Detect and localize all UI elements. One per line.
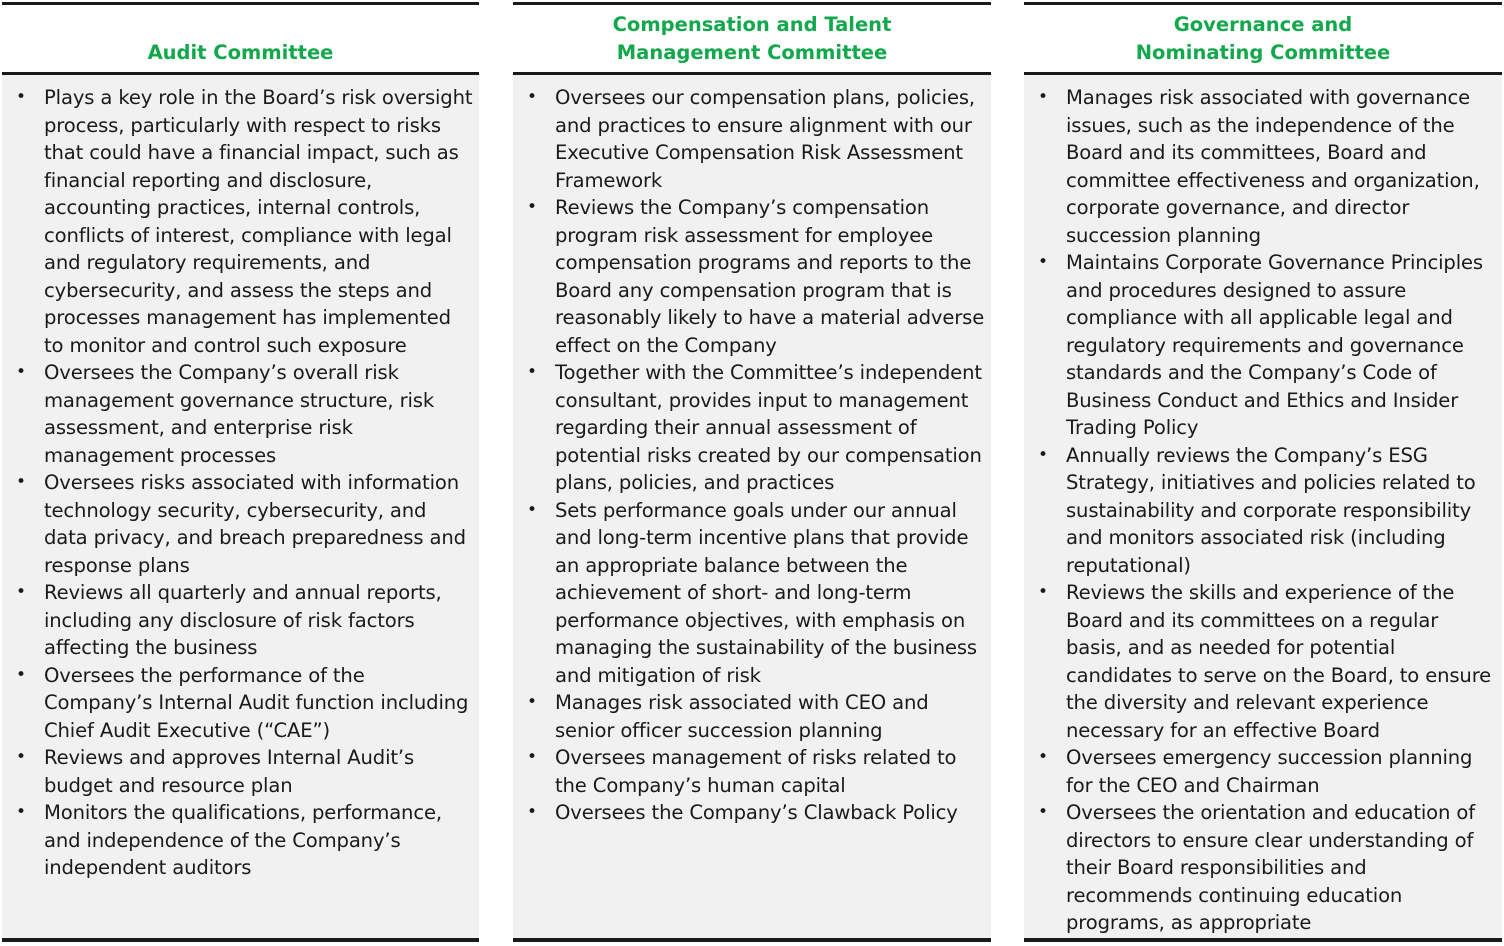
list-item-text: Reviews and approves Internal Audit’s budget and resource plan (44, 746, 415, 797)
bullet-icon: • (527, 692, 537, 712)
bullet-icon: • (16, 802, 26, 822)
audit-committee-body (2, 75, 479, 938)
list-item (513, 84, 991, 194)
bullet-icon: • (527, 802, 537, 822)
list-item-text: Oversees the Company’s overall risk management governance structure, risk assessment, and enterprise risk management processes (44, 361, 435, 467)
list-item-text: Manages risk associated with CEO and senior officer succession planning (555, 691, 929, 742)
list-item (1024, 84, 1502, 249)
audit-committee-header (2, 5, 479, 75)
list-item-text: Oversees our compensation plans, policies, and practices to ensure alignment with our Executive Compensation Risk Assessment Framework (555, 86, 975, 192)
governance-committee-title: Governance and Nominating Committee (1135, 13, 1391, 64)
list-item-text: Oversees the orientation and education of directors to ensure clear understanding of their Board responsibilities and recommends continuing education programs, as appropriate (1066, 801, 1475, 934)
bullet-icon: • (16, 362, 26, 382)
bullet-icon: • (16, 664, 26, 685)
list-item (1024, 744, 1502, 799)
bullet-icon: • (1038, 747, 1048, 767)
list-item-text: Maintains Corporate Governance Principles and procedures designed to assure compliance with all applicable legal and regulatory requirements and governance standards and the Company’s Code of Business Conduct and Ethics and Insider Trading Policy (1066, 251, 1483, 439)
list-item-text: Reviews the Company’s compensation program risk assessment for employee compensation programs and reports to the Board any compensation program that is reasonably likely to have a material adverse effect on the Company (555, 196, 985, 357)
list-item-text: Plays a key role in the Board’s risk oversight process, particularly with respect to risks that could have a financial impact, such as financial reporting and disclosure, accounting practices, internal controls, conflicts of interest, compliance with legal and regulatory requirements, and cybersecurity, and assess the steps and processes management has implemented to monitor and control such exposure (44, 86, 473, 357)
compensation-committee-column (513, 2, 991, 942)
governance-committee-body (1024, 75, 1502, 938)
list-item-text: Reviews all quarterly and annual reports, including any disclosure of risk factors affecting the business (44, 581, 442, 659)
bullet-icon: • (527, 499, 537, 520)
audit-committee-column (2, 2, 479, 942)
list-item (2, 359, 479, 469)
list-item (1024, 249, 1502, 442)
compensation-committee-title: Compensation and Talent Management Committee (612, 13, 892, 64)
list-item (513, 799, 991, 827)
list-item (513, 194, 991, 359)
bullet-icon: • (1038, 87, 1048, 107)
list-item-text: Oversees emergency succession planning for the CEO and Chairman (1066, 746, 1473, 797)
compensation-committee-body (513, 75, 991, 938)
bullet-icon: • (527, 87, 537, 107)
list-item-text: Oversees risks associated with information technology security, cybersecurity, and data privacy, and breach preparedness and response plans (44, 471, 466, 577)
list-item-text: Oversees the Company’s Clawback Policy (555, 801, 958, 824)
list-item-text: Oversees management of risks related to the Company’s human capital (555, 746, 957, 797)
list-item-text: Together with the Committee’s independent consultant, provides input to management regarding their annual assessment of potential risks created by our compensation plans, policies, and practices (555, 361, 982, 494)
bullet-icon: • (527, 362, 537, 382)
audit-committee-title: Audit Committee (147, 41, 334, 64)
governance-committee-header (1024, 5, 1502, 75)
list-item (513, 497, 991, 690)
list-item-text: Reviews the skills and experience of the Board and its committees on a regular basis, and as needed for potential candidates to serve on the Board, to ensure the diversity and relevant experience necessary for an effective Board (1066, 581, 1492, 742)
list-item (1024, 799, 1502, 937)
bullet-icon: • (1038, 252, 1048, 272)
bullet-icon: • (527, 197, 537, 217)
list-item (2, 84, 479, 359)
bullet-icon: • (16, 472, 26, 492)
list-item (2, 662, 479, 745)
list-item (1024, 579, 1502, 744)
bullet-icon: • (16, 582, 26, 602)
list-item-text: Monitors the qualifications, performance, and independence of the Company’s independent auditors (44, 801, 442, 879)
bullet-icon: • (1038, 444, 1048, 465)
governance-committee-list (1024, 84, 1502, 937)
list-item (2, 744, 479, 799)
list-item (1024, 442, 1502, 580)
list-item-text: Sets performance goals under our annual and long-term incentive plans that provide an appropriate balance between the achievement of short- and long-term performance objectives, with emphasis on managing the sustainability of the business and mitigation of risk (555, 498, 977, 687)
bullet-icon: • (527, 747, 537, 767)
governance-committee-column (1024, 2, 1502, 942)
list-item (2, 799, 479, 882)
list-item (2, 579, 479, 662)
bullet-icon: • (1038, 802, 1048, 822)
bullet-icon: • (1038, 582, 1048, 602)
list-item-text: Annually reviews the Company’s ESG Strategy, initiatives and policies related to sustainability and corporate responsibility and monitors associated risk (including reputational) (1066, 443, 1476, 577)
list-item-text: Oversees the performance of the Company’s Internal Audit function including Chief Audit Executive (“CAE”) (44, 663, 469, 742)
audit-committee-list (2, 84, 479, 882)
list-item-text: Manages risk associated with governance issues, such as the independence of the Board and its committees, Board and committee effectiveness and organization, corporate governance, and director succession planning (1066, 86, 1480, 247)
compensation-committee-header (513, 5, 991, 75)
bullet-icon: • (16, 87, 26, 107)
list-item (2, 469, 479, 579)
list-item (513, 689, 991, 744)
list-item (513, 744, 991, 799)
bullet-icon: • (16, 747, 26, 767)
compensation-committee-list (513, 84, 991, 827)
list-item (513, 359, 991, 497)
